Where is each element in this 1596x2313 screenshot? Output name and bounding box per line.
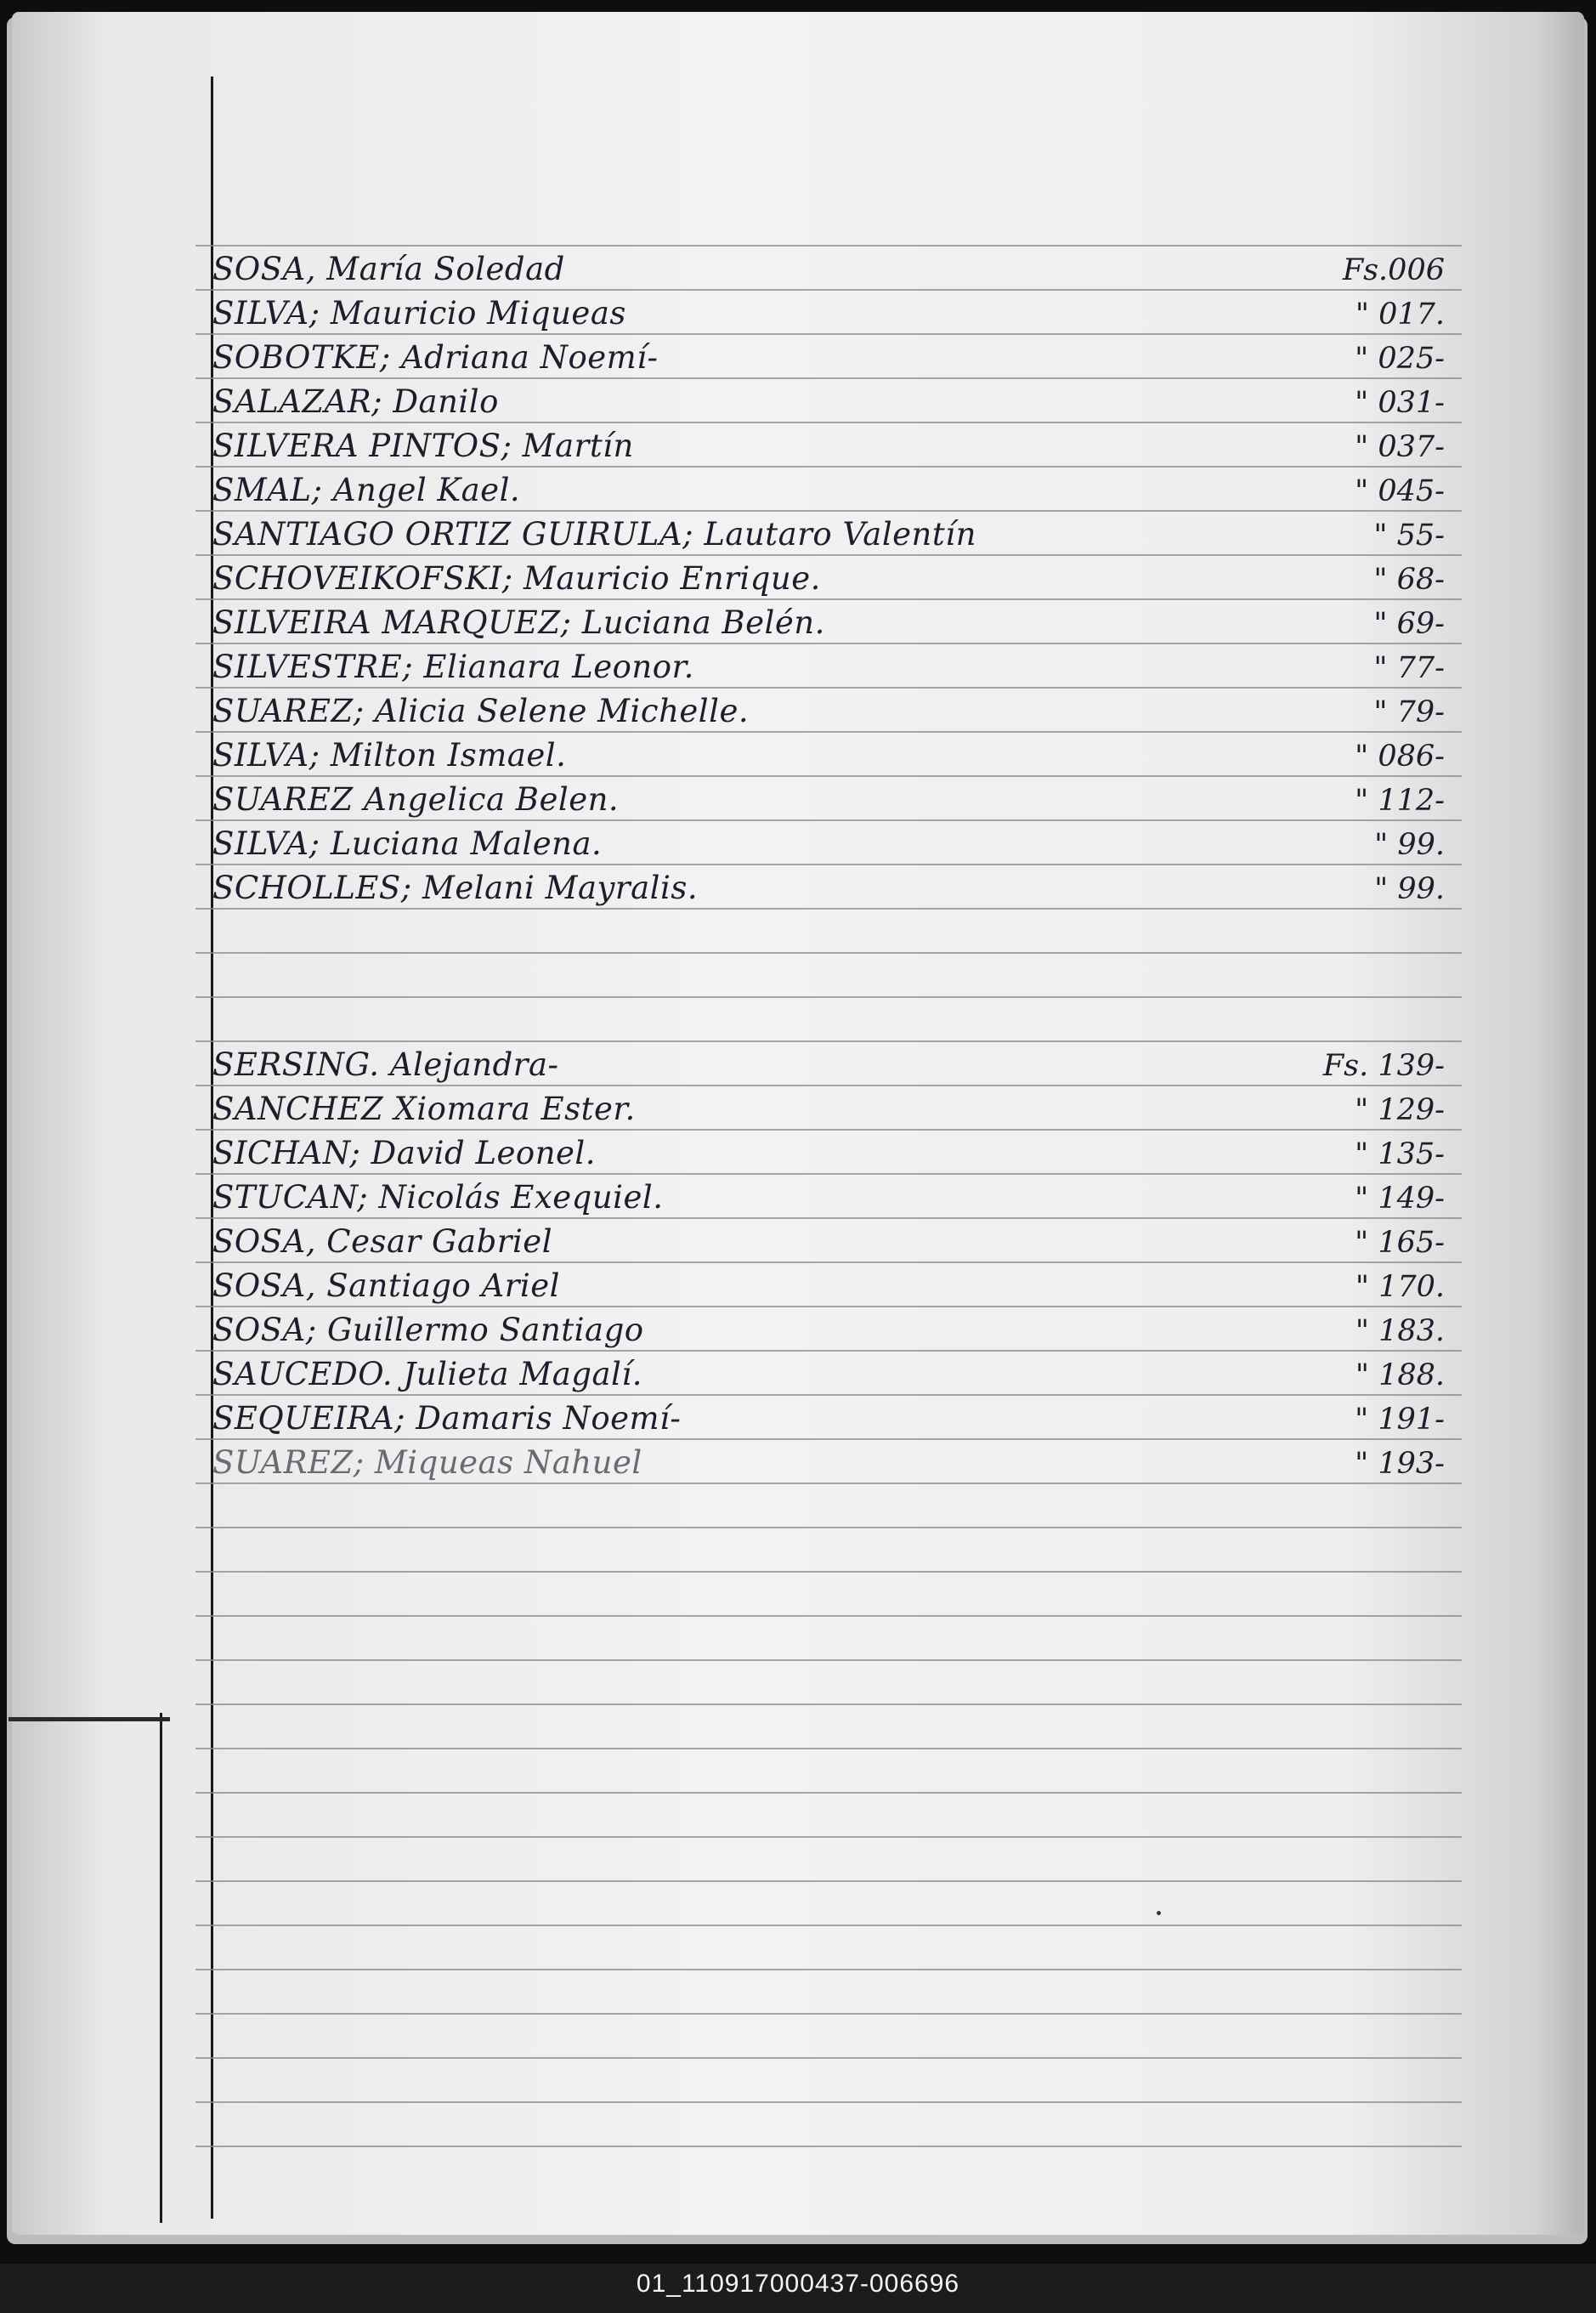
entry-folio: " 017. [1355,298,1445,332]
entry-folio: " 025- [1355,342,1445,376]
ledger-entry [195,870,1470,908]
ledger-entry [195,561,1470,598]
entry-name: SERSING. Alejandra- [212,1046,559,1083]
entry-folio: " 037- [1355,430,1445,464]
ledger-entry [195,1268,1470,1306]
ledger-entry [195,340,1470,377]
entry-folio: " 170. [1355,1270,1445,1304]
ledger-entry [195,384,1470,422]
ledger-entry [195,694,1470,731]
entry-name: SILVERA PINTOS; Martín [212,428,634,464]
entry-folio: " 77- [1373,651,1445,685]
entry-name: SOSA, María Soledad [212,251,565,287]
entry-folio: " 69- [1373,607,1445,641]
entry-name: SICHAN; David Leonel. [212,1135,597,1171]
ledger-entry [195,1357,1470,1394]
ledger-entry [195,1312,1470,1350]
entry-folio: " 031- [1355,386,1445,420]
ledger-entry [195,473,1470,510]
entry-name: STUCAN; Nicolás Exequiel. [212,1179,664,1216]
entry-name: SCHOVEIKOFSKI; Mauricio Enrique. [212,560,821,597]
entry-name: SILVA; Mauricio Miqueas [212,295,626,332]
entry-folio: " 99. [1374,828,1445,862]
entry-folio: " 188. [1355,1358,1445,1392]
ledger-entry [195,826,1470,864]
entry-name: SOSA, Santiago Ariel [212,1267,560,1304]
entry-folio: " 129- [1355,1093,1445,1127]
entry-name: SANCHEZ Xiomara Ester. [212,1091,636,1127]
ledger-entry [195,738,1470,775]
entry-name: SILVESTRE; Elianara Leonor. [212,649,694,685]
entry-folio: " 149- [1355,1182,1445,1216]
ledger-entry [195,1401,1470,1438]
entry-name: SUAREZ; Miqueas Nahuel [212,1444,642,1481]
entry-name: SANTIAGO ORTIZ GUIRULA; Lautaro Valentín [212,516,976,553]
ledger-entry [195,605,1470,643]
entry-folio: Fs.006 [1342,253,1445,287]
ledger-entry [195,1091,1470,1129]
entry-folio: " 68- [1373,563,1445,597]
entry-folio: " 112- [1355,784,1445,818]
entry-folio: " 135- [1355,1137,1445,1171]
entry-name: SEQUEIRA; Damaris Noemí- [212,1400,682,1437]
ledger-entry [195,1224,1470,1261]
entry-name: SOSA; Guillermo Santiago [212,1312,644,1348]
entry-name: SOSA, Cesar Gabriel [212,1223,553,1260]
entry-folio: Fs. 139- [1322,1049,1445,1083]
entry-folio: " 183. [1355,1314,1445,1348]
entry-name: SOBOTKE; Adriana Noemí- [212,339,659,376]
ledger-entry [195,1047,1470,1085]
entry-name: SUAREZ; Alicia Selene Michelle. [212,693,750,729]
entry-folio: " 55- [1373,519,1445,553]
entry-name: SILVA; Milton Ismael. [212,737,567,774]
entry-folio: " 165- [1355,1226,1445,1260]
entry-name: SMAL; Angel Kael. [212,472,521,508]
entry-folio: " 99. [1374,872,1445,906]
entry-folio: " 045- [1355,474,1445,508]
entry-name: SILVEIRA MARQUEZ; Luciana Belén. [212,604,825,641]
ledger-entry [195,1136,1470,1173]
ledger-entry [195,517,1470,554]
entry-folio: " 193- [1355,1447,1445,1481]
entry-name: SCHOLLES; Melani Mayralis. [212,870,699,906]
ledger-entry [195,1180,1470,1217]
ledger-entry [195,296,1470,333]
ledger-entry [195,782,1470,819]
entry-name: SUAREZ Angelica Belen. [212,781,620,818]
entry-folio: " 191- [1355,1403,1445,1437]
ledger-entry [195,1445,1470,1482]
entry-name: SAUCEDO. Julieta Magalí. [212,1356,642,1392]
entry-name: SILVA; Luciana Malena. [212,825,603,862]
document-id: 01_110917000437-006696 [636,2270,960,2298]
entry-folio: " 086- [1355,740,1445,774]
ledger-entry [195,649,1470,687]
entry-folio: " 79- [1373,695,1445,729]
ledger-entry [195,252,1470,289]
ledger-entry [195,428,1470,466]
entry-name: SALAZAR; Danilo [212,383,499,420]
